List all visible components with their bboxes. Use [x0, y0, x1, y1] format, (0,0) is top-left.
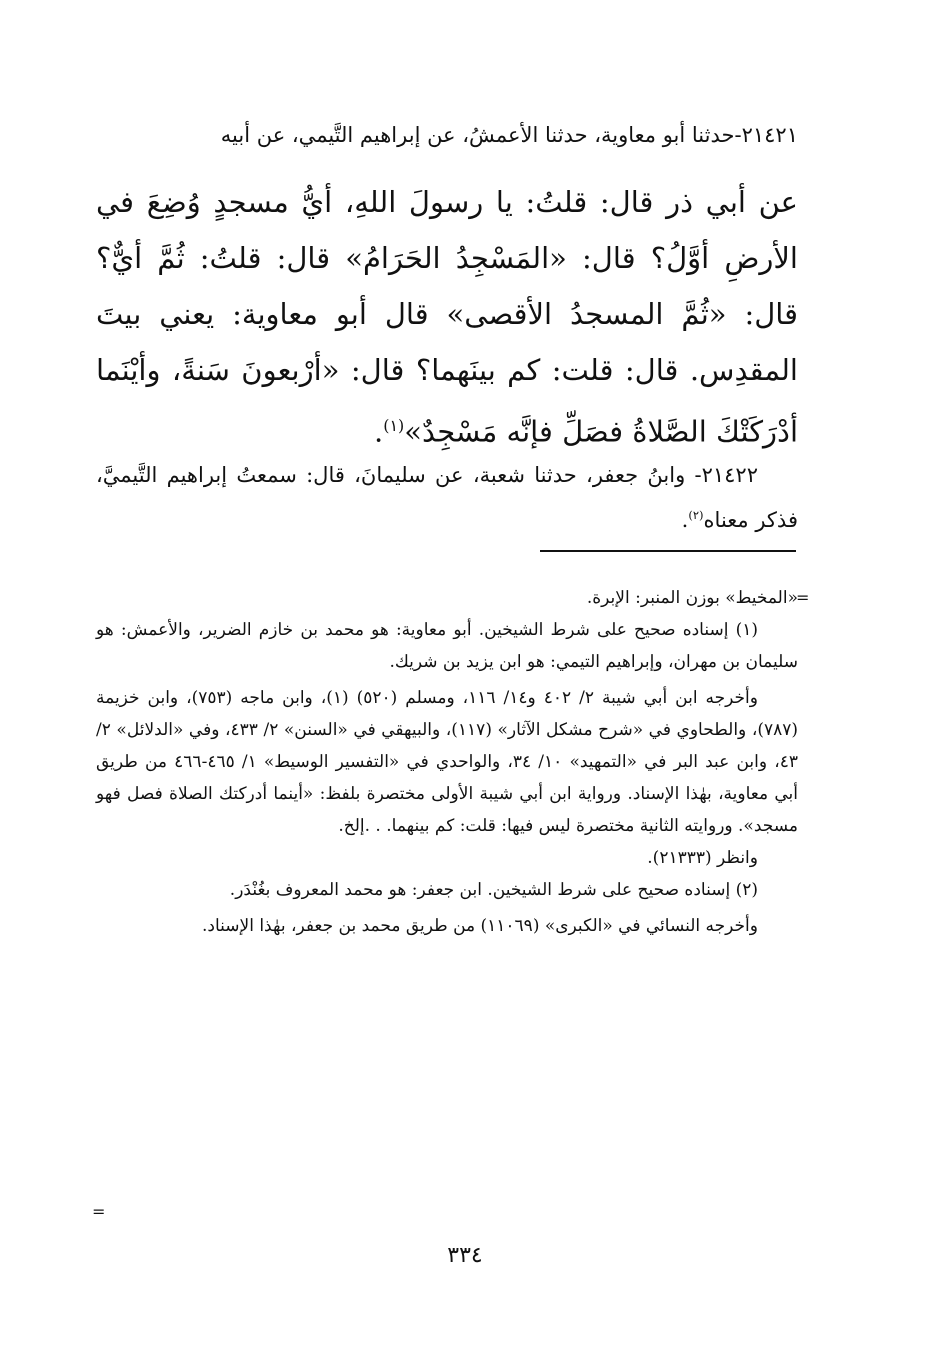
footnote-divider: [540, 550, 796, 552]
continuation-mark-bottom: =: [92, 1202, 106, 1221]
hadith-21422-text: ٢١٤٢٢- وابنُ جعفر، حدثنا شعبة، عن سليمانَ، قال: سمعتُ إبراهيم التَّيميَّ، فذكر معناه: [96, 463, 798, 532]
page-number: ٣٣٤: [447, 1243, 483, 1268]
footnote-1-see-also: وانظر (٢١٣٣٣).: [647, 848, 758, 868]
footnote-continuation: «المخيط» بوزن المنبر: الإبرة.: [586, 588, 798, 608]
footnote-2-takhrij: وأخرجه النسائي في «الكبرى» (١١٠٦٩) من طريق محمد بن جعفر، بهٰذا الإسناد.: [201, 916, 758, 936]
hadith-21421-matn: [96, 174, 798, 460]
hadith-21422-end: .: [681, 508, 689, 532]
footnote-1-takhrij: وأخرجه ابن أبي شيبة ٢/ ٤٠٢ و١٤/ ١١٦، ومسلم (٥٢٠) (١)، وابن ماجه (٧٥٣)، وابن خزيمة (٧٨٧)، والطحاوي في «شرح مشكل الآثار» (١١٧)، والبيهقي في «السنن» ٢/ ٤٣٣، وفي «الدلائل» ٢/ ٤٣، وابن عبد البر في «التمهيد» ١٠/ ٣٤، والواحدي في «التفسير الوسيط» ١/ ٤٦٥-٤٦٦ من طريق أبي معاوية، بهٰذا الإسناد. ورواية ابن أبي شيبة الأولى مختصرة بلفظ: «أينما أدركتك الصلاة فصل فهو مسجد». وروايته الثانية مختصرة ليس فيها: قلت: كم بينهما. . .إلخ.: [96, 688, 798, 836]
continuation-mark-top: =: [796, 588, 810, 607]
footnote-1: (١) إسناده صحيح على شرط الشيخين. أبو معاوية: هو محمد بن خازم الضرير، والأعمش: هو سليمان بن مهران، وإبراهيم التيمي: هو ابن يزيد بن شريك.: [96, 620, 798, 672]
hadith-21422: [96, 455, 798, 540]
footnote-2: (٢) إسناده صحيح على شرط الشيخين. ابن جعفر: هو محمد المعروف بغُنْدَر.: [229, 880, 758, 900]
hadith-21421-intro: ٢١٤٢١-حدثنا أبو معاوية، حدثنا الأعمشُ، عن إبراهيم التَّيمي، عن أبيه: [220, 123, 798, 147]
footnote-ref-2: (٢): [688, 508, 704, 522]
hadith-21421-isnad: [96, 118, 798, 152]
footnotes: [96, 582, 798, 942]
hadith-21421-text: عن أبي ذر قال: قلتُ: يا رسولَ اللهِ، أيُّ مسجدٍ وُضِعَ في الأرضِ أوَّلُ؟ قال: «المَسْجِدُ الحَرَامُ» قال: قلتُ: ثُمَّ أيٌّ؟ قال: «ثُمَّ المسجدُ الأقصى» قال أبو معاوية: يعني بيتَ المقدِس. قال: قلت: كم بينَهما؟ قال: «أرْبعونَ سَنةً، وأيْنَما أدْرَكَتْكَ الصَّلاةُ فصَلِّ فإنَّه مَسْجِدٌ»: [96, 185, 798, 449]
footnote-ref-1: (١): [383, 416, 405, 435]
hadith-21421-end: .: [374, 414, 384, 449]
